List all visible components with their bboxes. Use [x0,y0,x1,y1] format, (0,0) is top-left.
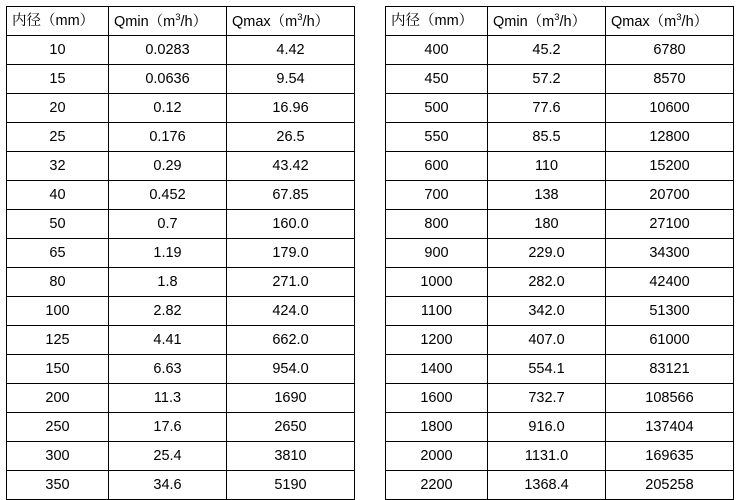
table-row [7,384,355,413]
table-row [386,355,734,384]
table-cell: 3810 [227,442,355,471]
table-cell: 150 [7,355,109,384]
table-cell: 5190 [227,471,355,500]
table-cell: 1.8 [109,268,227,297]
table-cell: 8570 [606,65,734,94]
table-cell: 26.5 [227,123,355,152]
table-row [7,152,355,181]
table-cell: 6.63 [109,355,227,384]
column-header-qmax: $Qmax(m^3/h)$ [227,7,355,36]
table-cell: 1368.4 [488,471,606,500]
table-cell: 179.0 [227,239,355,268]
table-cell: 1000 [386,268,488,297]
column-header-inner-diameter: 内径（mm） [7,7,109,36]
table-row [7,268,355,297]
table-cell: 450 [386,65,488,94]
table-cell: 50 [7,210,109,239]
table-cell: 83121 [606,355,734,384]
table-cell: 20 [7,94,109,123]
table-row [386,36,734,65]
table-row [7,210,355,239]
table-cell: 15200 [606,152,734,181]
table-cell: 1400 [386,355,488,384]
table-cell: 57.2 [488,65,606,94]
table-row [7,442,355,471]
table-row [386,326,734,355]
table-cell: 0.176 [109,123,227,152]
table-row [386,471,734,500]
table-cell: 271.0 [227,268,355,297]
table-row [7,36,355,65]
table-cell: 300 [7,442,109,471]
table-row [7,239,355,268]
table-cell: 282.0 [488,268,606,297]
table-cell: 15 [7,65,109,94]
left-table-body [7,36,355,500]
table-cell: 77.6 [488,94,606,123]
table-cell: 43.42 [227,152,355,181]
table-row [386,413,734,442]
column-header-qmax: $Qmax(m^3/h)$ [606,7,734,36]
table-cell: 400 [386,36,488,65]
table-cell: 160.0 [227,210,355,239]
table-cell: 0.29 [109,152,227,181]
right-table [385,6,734,500]
table-row [386,65,734,94]
column-header-inner-diameter: 内径（mm） [386,7,488,36]
table-row [386,210,734,239]
table-row [386,268,734,297]
table-cell: 51300 [606,297,734,326]
table-header-row [386,7,734,36]
table-row [386,181,734,210]
table-cell: 200 [7,384,109,413]
table-cell: 1131.0 [488,442,606,471]
table-row [7,94,355,123]
table-header-row [7,7,355,36]
table-cell: 700 [386,181,488,210]
table-cell: 732.7 [488,384,606,413]
right-table-body [386,36,734,500]
table-row [386,123,734,152]
table-cell: 16.96 [227,94,355,123]
table-row [386,152,734,181]
table-cell: 600 [386,152,488,181]
table-cell: 110 [488,152,606,181]
table-cell: 34.6 [109,471,227,500]
table-cell: 42400 [606,268,734,297]
table-row [386,442,734,471]
table-row [7,471,355,500]
table-cell: 1200 [386,326,488,355]
table-row [386,239,734,268]
table-cell: 9.54 [227,65,355,94]
table-cell: 65 [7,239,109,268]
table-cell: 11.3 [109,384,227,413]
table-cell: 40 [7,181,109,210]
table-row [386,94,734,123]
column-header-qmin: $Qmin(m^3/h)$ [109,7,227,36]
table-cell: 424.0 [227,297,355,326]
table-cell: 67.85 [227,181,355,210]
table-cell: 800 [386,210,488,239]
table-cell: 1800 [386,413,488,442]
table-cell: 1690 [227,384,355,413]
table-cell: 4.41 [109,326,227,355]
table-cell: 229.0 [488,239,606,268]
table-row [7,297,355,326]
table-cell: 205258 [606,471,734,500]
table-row [7,181,355,210]
table-cell: 2200 [386,471,488,500]
table-cell: 137404 [606,413,734,442]
table-cell: 4.42 [227,36,355,65]
column-header-qmin: $Qmin(m^3/h)$ [488,7,606,36]
table-cell: 916.0 [488,413,606,442]
table-cell: 20700 [606,181,734,210]
table-cell: 61000 [606,326,734,355]
table-cell: 17.6 [109,413,227,442]
table-cell: 2.82 [109,297,227,326]
table-row [386,384,734,413]
table-cell: 10 [7,36,109,65]
table-cell: 80 [7,268,109,297]
table-cell: 34300 [606,239,734,268]
table-cell: 1100 [386,297,488,326]
table-row [7,326,355,355]
table-cell: 662.0 [227,326,355,355]
table-cell: 954.0 [227,355,355,384]
table-row [7,355,355,384]
table-cell: 6780 [606,36,734,65]
right-table-head [386,7,734,36]
table-cell: 0.0636 [109,65,227,94]
table-row [7,413,355,442]
table-cell: 554.1 [488,355,606,384]
table-cell: 342.0 [488,297,606,326]
table-cell: 550 [386,123,488,152]
table-cell: 125 [7,326,109,355]
table-row [386,297,734,326]
table-cell: 12800 [606,123,734,152]
left-table-head [7,7,355,36]
table-cell: 85.5 [488,123,606,152]
table-cell: 350 [7,471,109,500]
table-cell: 2650 [227,413,355,442]
table-cell: 1.19 [109,239,227,268]
table-cell: 2000 [386,442,488,471]
table-cell: 25.4 [109,442,227,471]
table-cell: 108566 [606,384,734,413]
table-cell: 250 [7,413,109,442]
table-cell: 100 [7,297,109,326]
table-cell: 180 [488,210,606,239]
table-cell: 32 [7,152,109,181]
table-cell: 10600 [606,94,734,123]
table-cell: 1600 [386,384,488,413]
table-cell: 45.2 [488,36,606,65]
table-cell: 0.7 [109,210,227,239]
table-cell: 500 [386,94,488,123]
left-table [6,6,355,500]
table-cell: 138 [488,181,606,210]
table-cell: 407.0 [488,326,606,355]
table-row [7,65,355,94]
table-cell: 0.12 [109,94,227,123]
table-cell: 169635 [606,442,734,471]
table-cell: 27100 [606,210,734,239]
table-row [7,123,355,152]
table-cell: 900 [386,239,488,268]
table-cell: 0.0283 [109,36,227,65]
table-cell: 25 [7,123,109,152]
table-cell: 0.452 [109,181,227,210]
